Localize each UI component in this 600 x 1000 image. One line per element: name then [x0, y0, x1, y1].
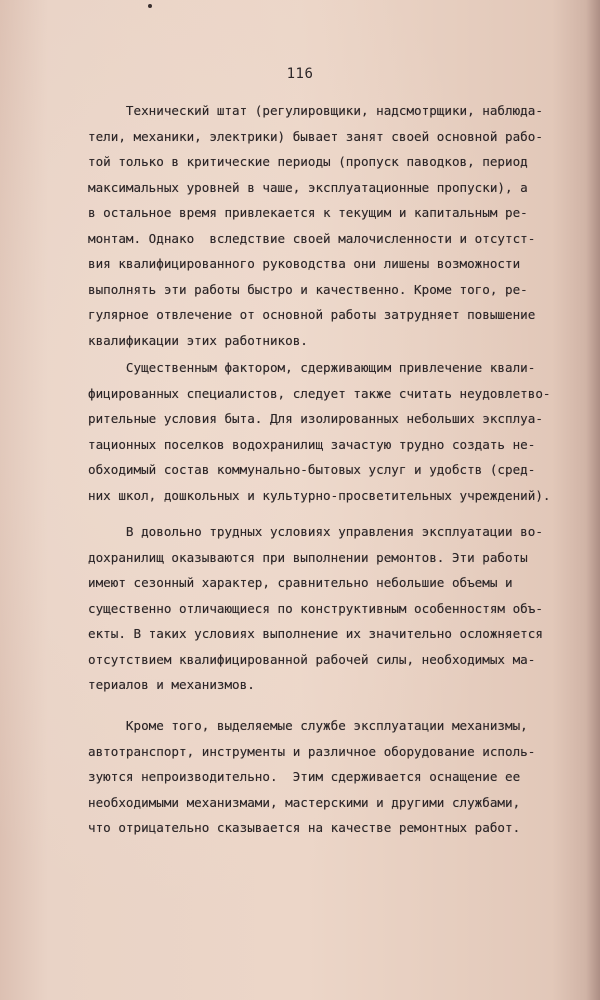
- text-line: екты. В таких условиях выполнение их значительно осложняется: [88, 626, 543, 641]
- text-line: имеют сезонный характер, сравнительно небольшие объемы и: [88, 575, 513, 590]
- text-line: монтам. Однако вследствие своей малочисленности и отсутст-: [88, 230, 536, 246]
- text-line: тационных поселков водохранилищ зачастую трудно создать не-: [88, 436, 536, 452]
- text-line: существенно отличающиеся по конструктивным особенностям объ-: [88, 600, 543, 616]
- text-line: тели, механики, электрики) бывает занят своей основной рабо-: [88, 128, 543, 144]
- text-line: В довольно трудных условиях управления эксплуатации во-: [88, 524, 543, 539]
- text-line: выполнять эти работы быстро и качественно. Кроме того, ре-: [88, 281, 528, 297]
- page-edge-shadow: [586, 0, 600, 1000]
- text-line: вия квалифицированного руководства они лишены возможности: [88, 256, 521, 271]
- text-line: Существенным фактором, сдерживающим привлечение квали-: [88, 360, 536, 375]
- text-line: обходимый состав коммунально-бытовых услуг и удобств (сред-: [88, 462, 536, 477]
- text-line: гулярное отвлечение от основной работы затрудняет повышение: [88, 307, 536, 322]
- text-line: дохранилищ оказываются при выполнении ремонтов. Эти работы: [88, 549, 528, 565]
- text-line: Технический штат (регулировщики, надсмотрщики, наблюда-: [88, 103, 543, 118]
- text-line: квалификации этих работников.: [88, 332, 308, 348]
- page-number: 116: [286, 66, 314, 82]
- text-line: в остальное время привлекается к текущим и капитальным ре-: [88, 205, 528, 220]
- text-line: фицированных специалистов, следует также считать неудовлетво-: [88, 385, 551, 401]
- text-line: что отрицательно сказывается на качестве ремонтных работ.: [88, 820, 521, 835]
- text-line: териалов и механизмов.: [88, 677, 255, 692]
- text-line: них школ, дошкольных и культурно-просветительных учреждений).: [88, 487, 551, 503]
- text-line: той только в критические периоды (пропуск паводков, период: [88, 154, 528, 169]
- text-line: рительные условия быта. Для изолированных небольших эксплуа-: [88, 411, 543, 426]
- text-line: отсутствием квалифицированной рабочей силы, необходимых ма-: [88, 651, 536, 667]
- text-line: зуются непроизводительно. Этим сдерживается оснащение ее: [88, 769, 521, 784]
- text-line: автотранспорт, инструменты и различное оборудование исполь-: [88, 743, 536, 759]
- ink-speck: [148, 4, 152, 8]
- text-line: максимальных уровней в чаше, эксплуатационные пропуски), а: [88, 179, 528, 195]
- text-line: Кроме того, выделяемые службе эксплуатации механизмы,: [88, 718, 528, 733]
- text-line: необходимыми механизмами, мастерскими и другими службами,: [88, 794, 521, 810]
